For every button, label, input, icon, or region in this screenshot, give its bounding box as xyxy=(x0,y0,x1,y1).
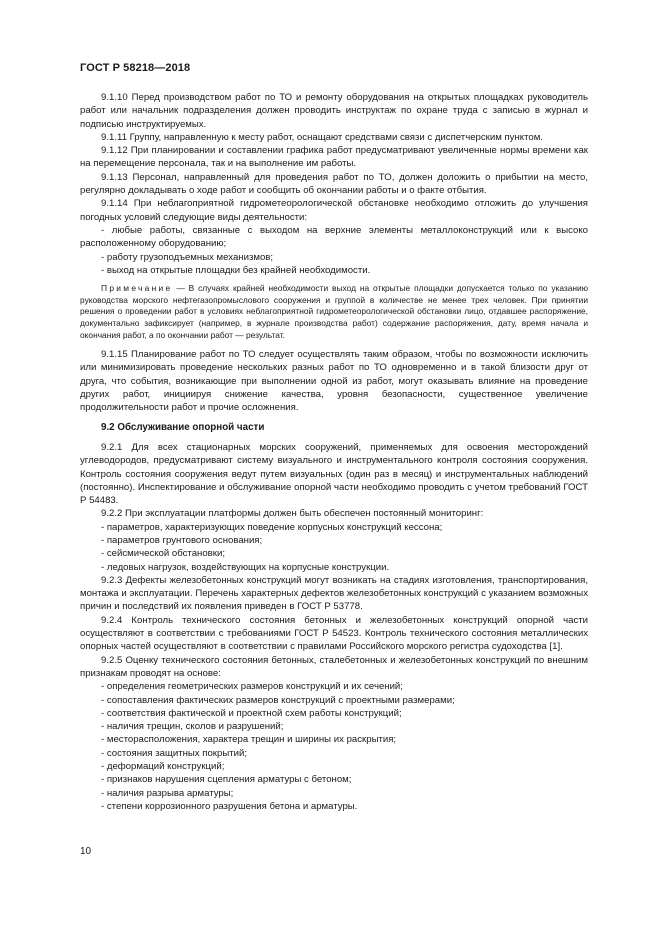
note-paragraph xyxy=(80,283,588,341)
list-item: - признаков нарушения сцепления арматуры с бетоном; xyxy=(101,774,352,786)
list-item: - месторасположения, характера трещин и ширины их раскрытия; xyxy=(101,734,397,746)
note-text: — В случаях крайней необходимости выход на открытые площадки допускается только по указанию руководства морского нефтегазопромыслового сооружения и группой в количестве не менее трех человек. При принятии решения о проведении работ в условиях неблагоприятной гидрометеорологической обстановки лицо, отдавшее распоряжение, документально зафиксирует (например, в журнале производства работ) содержание распоряжения, дату, время начала и окончания работ, а по окончании работ — результат. xyxy=(80,283,588,340)
paragraph-9-1-11: 9.1.11 Группу, направленную к месту работ, оснащают средствами связи с диспетчерским пунктом. xyxy=(101,131,543,143)
paragraph-9-1-12: 9.1.12 При планировании и составлении графика работ предусматривают увеличенные нормы времени как на перемещение персонала, так и на выполнение им работы. xyxy=(80,145,588,170)
list-item: - любые работы, связанные с выходом на верхние элементы металлоконструкций или к высоко расположенному оборудованию; xyxy=(80,224,588,250)
list-item: - соответствия фактической и проектной схем работы конструкций; xyxy=(101,707,402,719)
list-item: - ледовых нагрузок, воздействующих на корпусные конструкции. xyxy=(101,561,390,573)
paragraph-9-2-5: 9.2.5 Оценку технического состояния бетонных, сталебетонных и железобетонных конструкций по внешним признакам проводят на основе: xyxy=(80,654,588,679)
document-header: ГОСТ Р 58218—2018 xyxy=(80,62,191,74)
paragraph-9-1-15: 9.1.15 Планирование работ по ТО следует осуществлять таким образом, чтобы по возможности исключить или минимизировать проведение нескольких разных работ по ТО одновременно и в такой близости друг от друга, что события, возникающие при выполнении одной из работ, могут оказывать влияние на проведение других работ, инициируя снижение качества, уровня безопасности, существенное увеличение продолжительности работ и прочие осложнения. xyxy=(80,349,588,414)
list-item: - деформаций конструкций; xyxy=(101,761,225,773)
list-item: - параметров грунтового основания; xyxy=(101,534,263,546)
list-item: - состояния защитных покрытий; xyxy=(101,747,248,759)
list-item: - работу грузоподъемных механизмов; xyxy=(101,251,274,263)
list-item: - определения геометрических размеров конструкций и их сечений; xyxy=(101,681,403,693)
list-item: - параметров, характеризующих поведение корпусных конструкций кессона; xyxy=(101,521,443,533)
paragraph-9-1-14: 9.1.14 При неблагоприятной гидрометеорологической обстановке необходимо отложить до улучшения погодных условий следующие виды деятельности: xyxy=(80,198,588,223)
list-item: - наличия разрыва арматуры; xyxy=(101,787,234,799)
note-label: Примечание xyxy=(101,283,173,294)
paragraph-9-2-3: 9.2.3 Дефекты железобетонных конструкций могут возникать на стадиях изготовления, транспортирования, монтажа и эксплуатации. Перечень характерных дефектов железобетонных конструкций с указанием возможных причин и последствий их появления приведен в ГОСТ Р 53778. xyxy=(80,574,588,613)
list-item: - выход на открытые площадки без крайней необходимости. xyxy=(101,264,371,276)
document-body xyxy=(80,91,588,813)
page-number: 10 xyxy=(80,846,92,857)
paragraph-9-1-13: 9.1.13 Персонал, направленный для проведения работ по ТО, должен доложить о прибытии на место, регулярно докладывать о ходе работ и сообщить об окончании работы и о факте отбытия. xyxy=(80,171,588,197)
paragraph-9-2-2: 9.2.2 При эксплуатации платформы должен быть обеспечен постоянный мониторинг: xyxy=(101,508,484,520)
section-heading-9-2: 9.2 Обслуживание опорной части xyxy=(101,421,265,433)
list-item: - сопоставления фактических размеров конструкций с проектными размерами; xyxy=(101,694,455,706)
paragraph-9-2-1: 9.2.1 Для всех стационарных морских сооружений, применяемых для освоения месторождений углеводородов, предусматривают систему визуального и инструментального контроля состояния сооружения. Контроль состояния сооружения ведут путем визуальных (один раз в месяц) и инструментальных наблюдений (постоянно). Инспектирование и обслуживание опорной части необходимо проводить с учетом требований ГОСТ Р 54483. xyxy=(80,441,588,507)
paragraph-9-1-10: 9.1.10 Перед производством работ по ТО и ремонту оборудования на открытых площадках руководитель работ или начальник подразделения должен проводить инструктаж по охране труда с записью в журнал и подписью инструктируемых. xyxy=(80,92,588,130)
list-item: - степени коррозионного разрушения бетона и арматуры. xyxy=(101,800,358,812)
list-item: - наличия трещин, сколов и разрушений; xyxy=(101,721,284,733)
list-item: - сейсмической обстановки; xyxy=(101,548,225,560)
paragraph-9-2-4: 9.2.4 Контроль технического состояния бетонных и железобетонных конструкций опорной части осуществляют в соответствии с требованиями ГОСТ Р 54523. Контроль технического состояния металлических опорных частей осуществляют в соответствии с правилами Российского морского регистра судоходства [1]. xyxy=(80,614,588,653)
